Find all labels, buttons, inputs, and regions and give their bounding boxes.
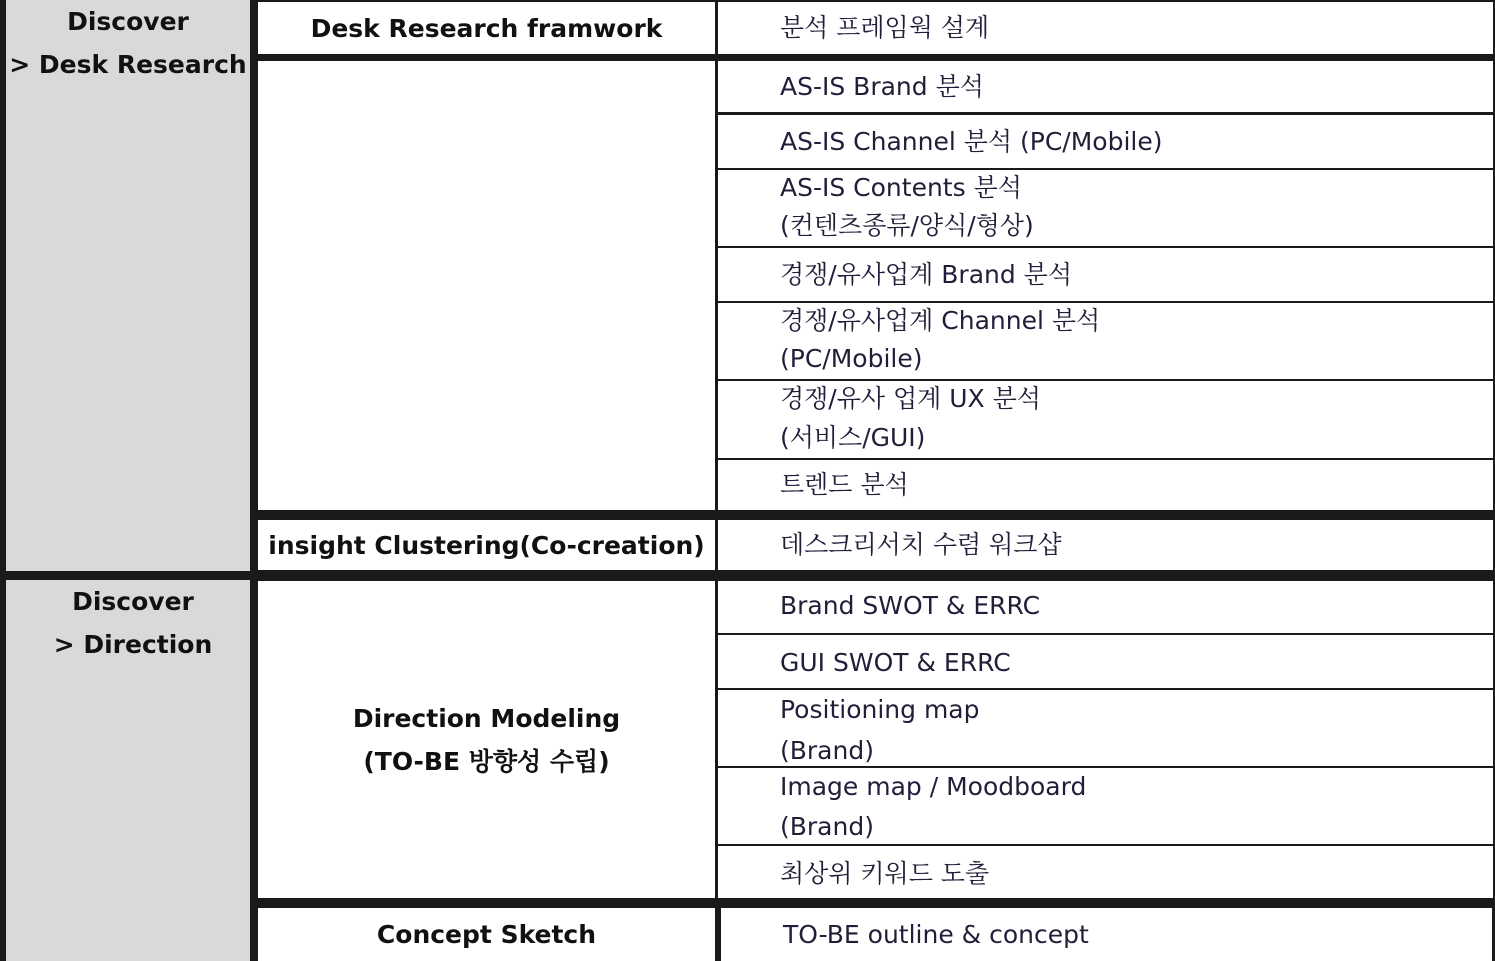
task-row [718,170,1493,246]
task-label: Brand SWOT & ERRC [780,591,1041,620]
task-label: Image map / Moodboard [780,772,1087,801]
task-label: 데스크리서치 수렴 워크샵 [780,530,1062,559]
task-label: Positioning map [780,695,980,724]
task-row [721,908,1492,961]
category-direction-modeling [258,581,715,898]
category-empty [258,61,715,510]
task-row [718,61,1493,112]
phase-direction [6,580,250,961]
task-row [718,768,1493,844]
task-label: 최상위 키워드 도출 [780,859,990,888]
task-label: AS-IS Channel 분석 (PC/Mobile) [780,127,1163,156]
category-concept-sketch [258,908,715,961]
task-label: 경쟁/유사업계 Brand 분석 [780,260,1072,289]
category-label: Desk Research framwork [310,13,663,43]
task-row [718,2,1493,54]
task-row [718,381,1493,458]
phase-subtitle: > Desk Research [9,50,247,79]
task-row [718,248,1493,301]
task-label: 경쟁/유사업계 Channel 분석 [780,306,1101,335]
phase-desk-research [6,0,250,571]
task-row [718,635,1493,688]
task-sublabel: (PC/Mobile) [780,344,923,373]
task-row [718,581,1493,633]
task-label: 경쟁/유사 업계 UX 분석 [780,384,1041,413]
task-row [718,520,1493,570]
task-label: 트렌드 분석 [780,470,909,499]
task-sublabel: (Brand) [780,736,874,765]
category-label: Concept Sketch [376,920,597,949]
category-insight-clustering [258,520,715,570]
task-row [718,846,1493,898]
task-label: GUI SWOT & ERRC [780,648,1011,677]
task-row [718,460,1493,510]
task-sublabel: (Brand) [780,812,874,841]
task-label: TO-BE outline & concept [783,920,1089,949]
category-label: insight Clustering(Co-creation) [268,530,705,560]
phase-title: Discover [67,7,189,36]
phase-title: Discover [72,587,194,616]
phase-subtitle: > Direction [53,630,213,659]
task-label: AS-IS Brand 분석 [780,72,984,101]
task-label: 분석 프레임웍 설계 [780,13,990,42]
task-row [718,690,1493,766]
category-desk-research-framework [258,2,715,54]
task-row [718,115,1493,168]
category-sublabel: (TO-BE 방향성 수립) [363,746,610,776]
task-sublabel: (서비스/GUI) [780,423,926,452]
task-label: AS-IS Contents 분석 [780,173,1022,202]
task-row [718,303,1493,379]
category-label: Direction Modeling [352,703,621,733]
task-sublabel: (컨텐츠종류/양식/형상) [780,211,1034,240]
